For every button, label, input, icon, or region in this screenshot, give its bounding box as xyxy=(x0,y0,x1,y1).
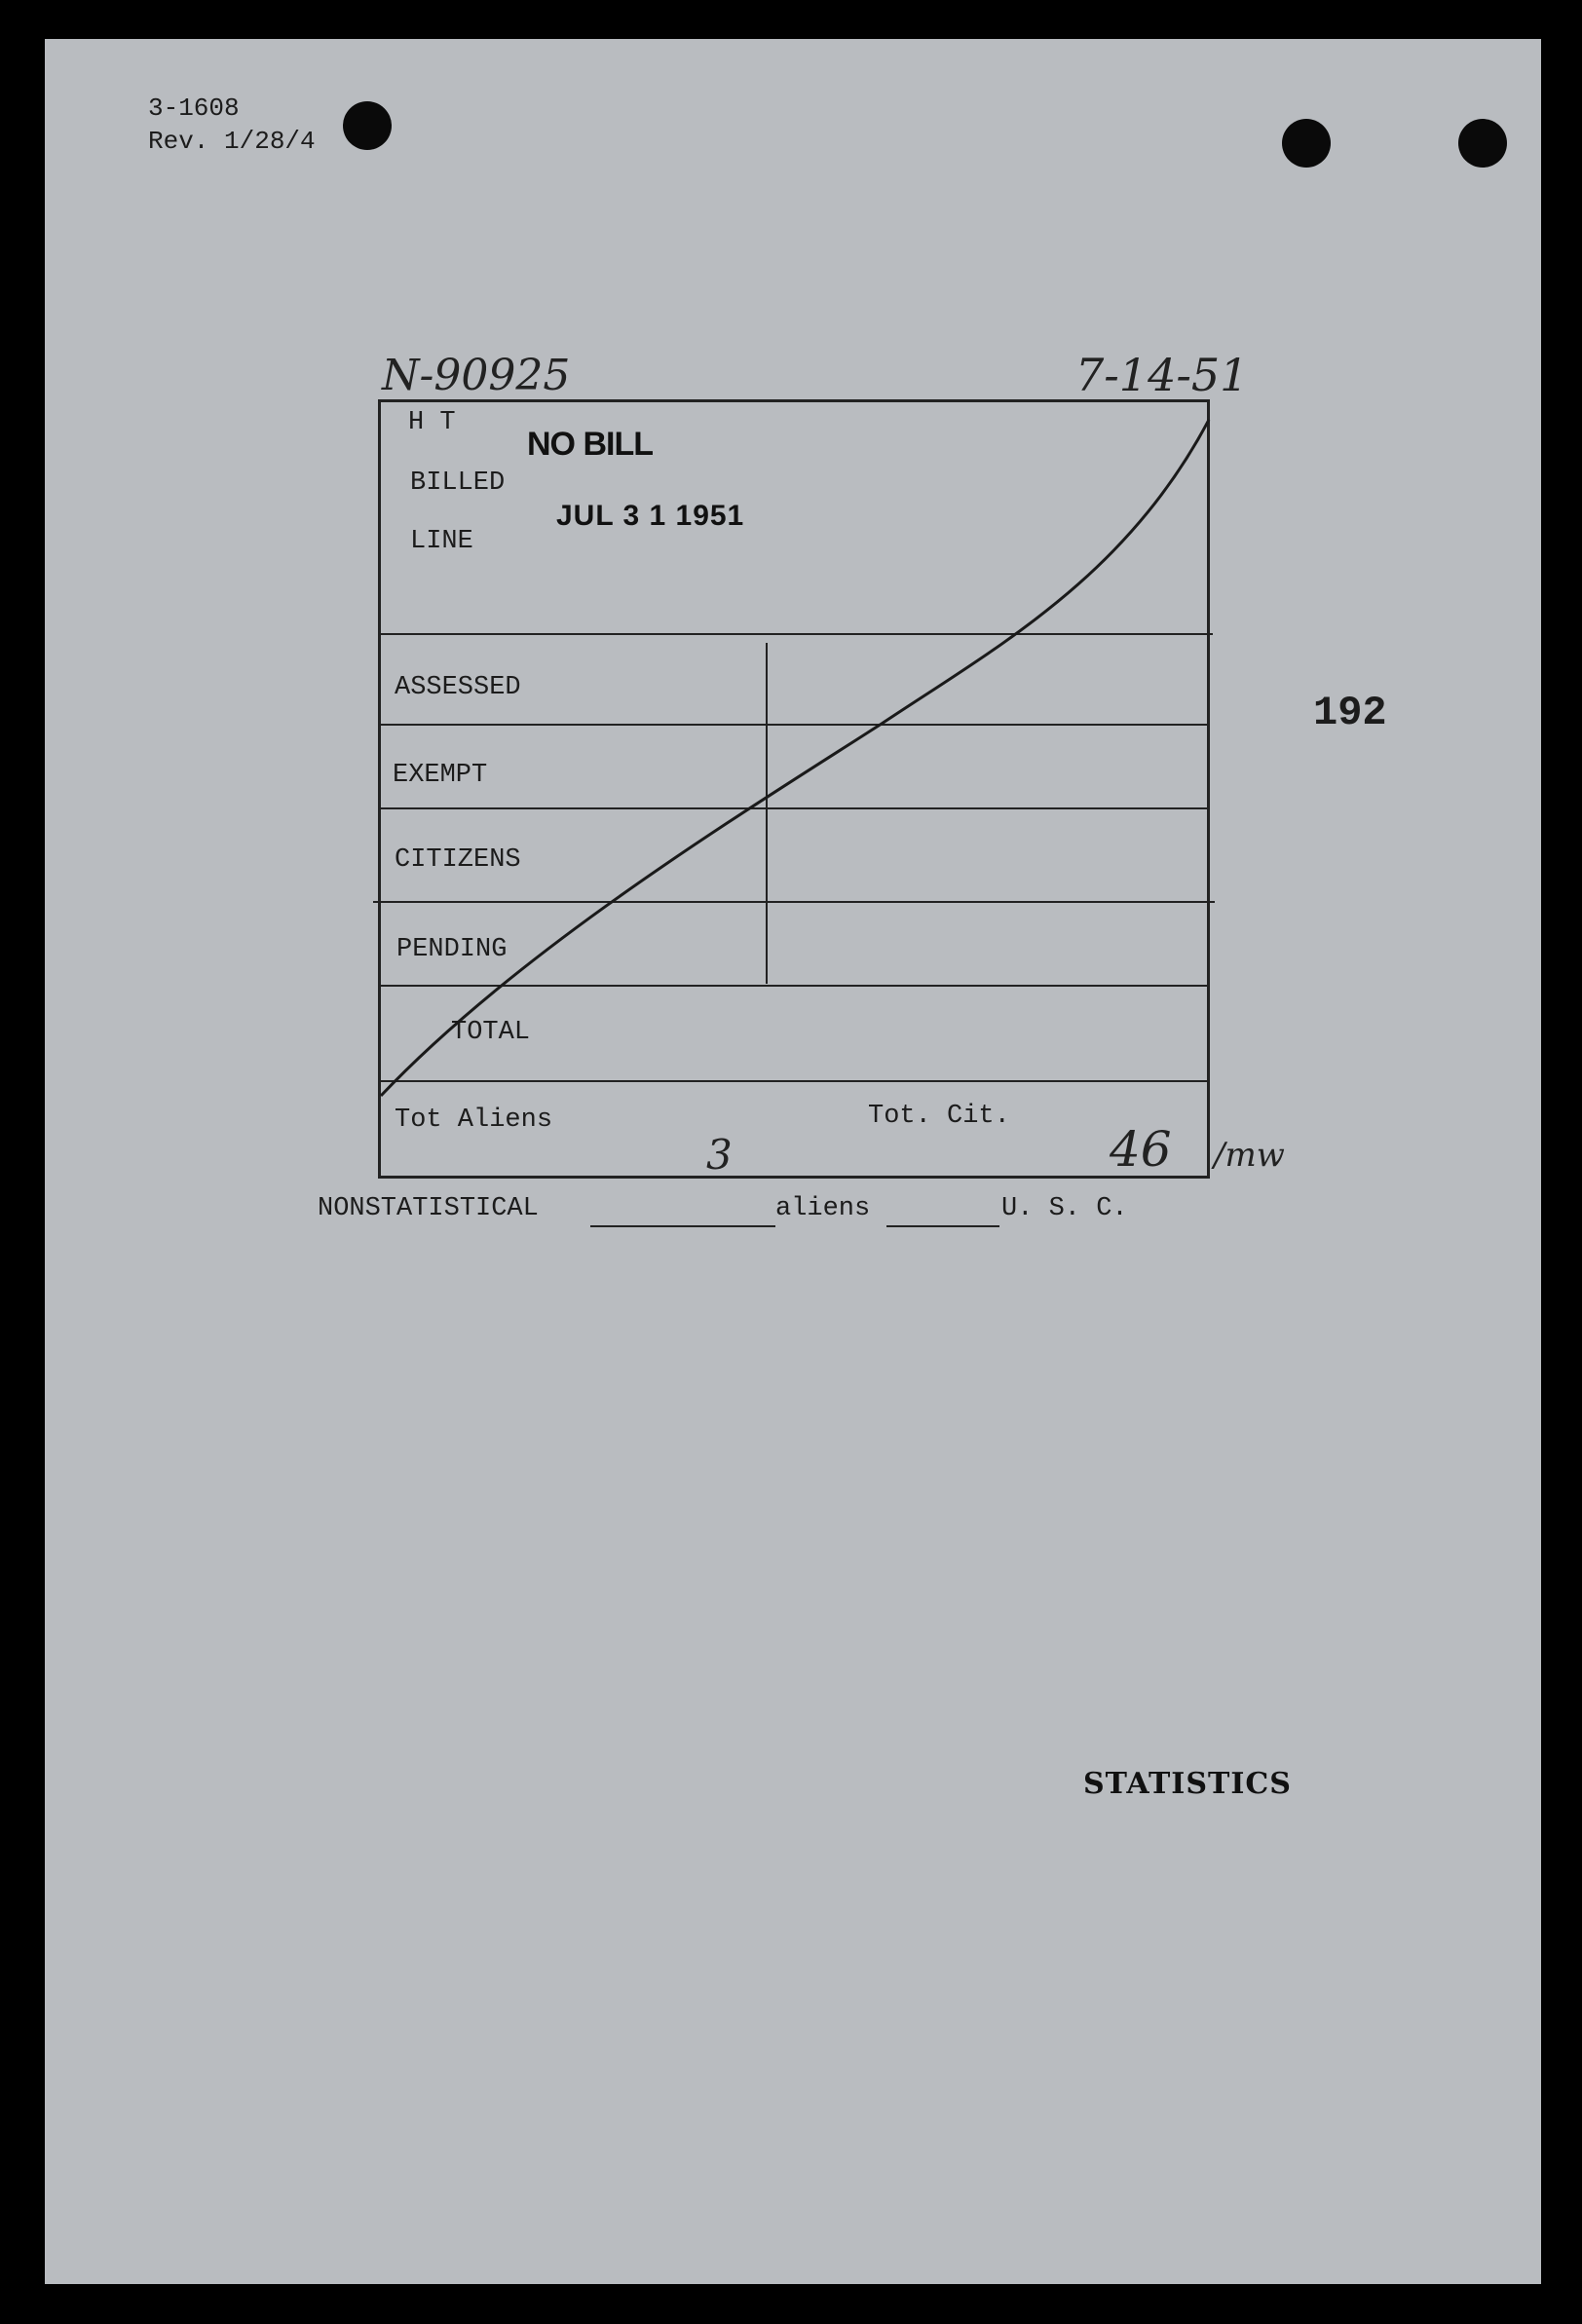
label-tot-aliens: Tot Aliens xyxy=(395,1106,553,1135)
label-exempt: EXEMPT xyxy=(393,761,488,790)
stamp-date: JUL 3 1 1951 xyxy=(556,500,745,532)
statistics-stamp: STATISTICS xyxy=(1083,1767,1292,1801)
no-bill-stamp: NO BILL xyxy=(527,426,653,463)
label-total: TOTAL xyxy=(451,1018,531,1047)
nonstatistical-usc-label: U. S. C. xyxy=(1001,1194,1128,1223)
strike-through-line xyxy=(375,402,1213,1104)
handwritten-initials: /mw xyxy=(1214,1136,1285,1175)
nonstatistical-aliens-label: aliens xyxy=(775,1194,871,1223)
file-number-handwritten: N-90925 xyxy=(382,351,571,400)
tot-aliens-value: 3 xyxy=(706,1131,733,1179)
label-ht: H T xyxy=(408,408,456,437)
nonstatistical-label: NONSTATISTICAL xyxy=(318,1194,539,1223)
label-pending: PENDING xyxy=(396,935,508,964)
label-line: LINE xyxy=(410,527,473,556)
nonstatistical-blank-1 xyxy=(590,1225,775,1227)
punch-hole-left xyxy=(343,101,392,150)
punch-hole-right xyxy=(1458,119,1507,168)
label-citizens: CITIZENS xyxy=(395,845,521,875)
label-assessed: ASSESSED xyxy=(395,673,521,702)
tally-form-box xyxy=(378,399,1210,1179)
punch-hole-middle xyxy=(1282,119,1331,168)
form-revision: Rev. 1/28/4 xyxy=(148,127,316,156)
label-tot-cit: Tot. Cit. xyxy=(868,1102,1010,1131)
form-number: 3-1608 xyxy=(148,94,240,123)
label-billed: BILLED xyxy=(410,469,506,498)
nonstatistical-blank-2 xyxy=(886,1225,999,1227)
date-handwritten: 7-14-51 xyxy=(1075,349,1249,401)
tot-cit-value: 46 xyxy=(1110,1121,1172,1178)
page-number: 192 xyxy=(1313,690,1387,736)
